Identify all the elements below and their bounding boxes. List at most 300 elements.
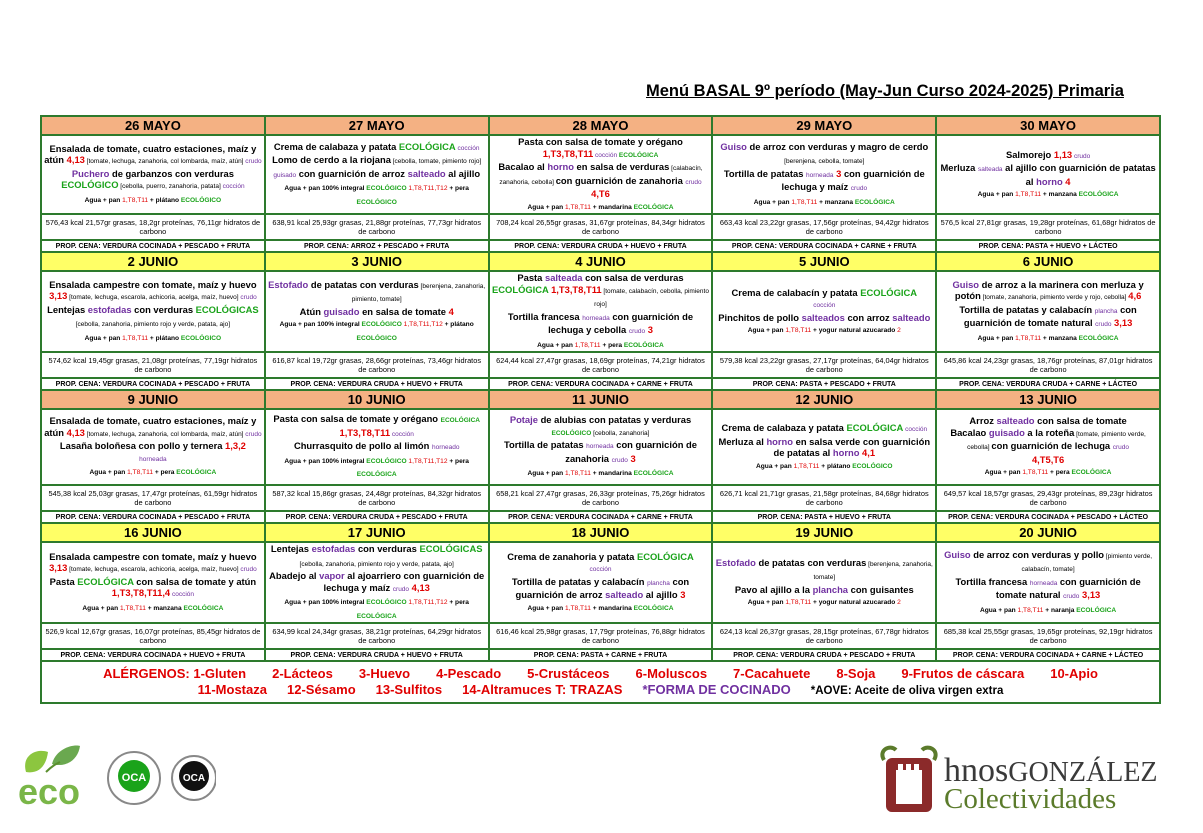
- hnos-gonzalez-emblem-icon: [876, 742, 942, 822]
- menu-text: [tomate, lechuga, escarola, achicoria, acelga, maíz, huevo]: [67, 566, 241, 574]
- menu-text: 3,13: [1111, 317, 1133, 329]
- menu-text: 1,T8,T11: [565, 470, 591, 478]
- menu-text: Crema de calabacín y patata: [731, 286, 861, 298]
- menu-text: ECOLÓGICA: [1071, 469, 1112, 477]
- menu-text: 1,T8,T11,T12: [406, 599, 448, 606]
- nutrition-info: 616,87 kcal 19,72gr grasas, 28,66gr proteínas, 73,46gr hidratos de carbono: [265, 352, 489, 378]
- menu-text: cocción: [589, 566, 612, 574]
- menu-text: 1,T8,T11: [119, 604, 146, 612]
- allergen-item: 14-Altramuces T: TRAZAS: [462, 681, 623, 697]
- day-dishes: [712, 409, 936, 485]
- menu-text: ECOLÓGICAS: [195, 303, 259, 315]
- nutrition-info: 658,21 kcal 27,47gr grasas, 26,33gr proteínas, 75,26gr hidratos de carbono: [489, 485, 713, 511]
- menu-text: 1,T3,T8,T11,4: [111, 587, 171, 599]
- menu-text: 1,T8,T11: [1015, 191, 1042, 198]
- menu-text: crudo: [1072, 152, 1091, 160]
- menu-text: ECOLÓGICO: [551, 429, 592, 437]
- menu-text: crudo: [1063, 593, 1080, 601]
- svg-text:OCA: OCA: [182, 773, 206, 784]
- dinner-proposal: PROP. CENA: VERDURA COCINADA + PESCADO + FRUTA: [41, 511, 265, 523]
- menu-text: + plátano: [148, 334, 181, 342]
- menu-text: vapor: [319, 570, 345, 581]
- menu-text: 4: [448, 305, 454, 317]
- menu-text: + plátano: [819, 462, 853, 470]
- menu-text: crudo: [850, 185, 868, 193]
- menu-text: con arroz: [844, 311, 893, 323]
- menu-text: crudo: [245, 158, 262, 166]
- dinner-proposal: PROP. CENA: VERDURA COCINADA + CARNE + FRUTA: [489, 511, 713, 523]
- menu-text: Pasta: [49, 575, 78, 587]
- day-header: 9 JUNIO: [41, 390, 265, 409]
- menu-text: salteado: [605, 589, 644, 601]
- day-dishes: [936, 542, 1160, 623]
- allergen-item: *FORMA DE COCINADO: [642, 681, 791, 697]
- menu-text: Pasta con salsa de tomate y orégano: [518, 136, 683, 147]
- brand-name: hnosGONZÁLEZ: [944, 752, 1158, 789]
- menu-text: + pera: [1048, 469, 1072, 477]
- day-dishes: [936, 271, 1160, 352]
- menu-text: 4,T5,T6: [1031, 453, 1065, 465]
- menu-text: 1,T8,T11: [122, 334, 149, 342]
- menu-table: [40, 115, 1161, 704]
- menu-text: ECOLÓGICO: [852, 462, 893, 470]
- menu-text: ECOLÓGICA: [846, 422, 904, 433]
- nutrition-info: 634,99 kcal 24,34gr grasas, 38,21gr proteínas, 64,29gr hidratos de carbono: [265, 623, 489, 649]
- day-header: 28 MAYO: [489, 116, 713, 135]
- allergen-item: 9-Frutos de cáscara: [901, 665, 1025, 681]
- menu-text: Agua + pan: [84, 334, 123, 342]
- menu-text: Agua + pan: [527, 203, 565, 211]
- menu-text: de alubias con patatas y verduras: [537, 414, 692, 426]
- day-header: 4 JUNIO: [489, 252, 713, 271]
- menu-text: 1,T8,T11,T12: [406, 185, 448, 193]
- menu-text: salteado: [407, 167, 446, 179]
- menu-text: ECOLÓGICA: [636, 550, 694, 562]
- dinner-proposal: PROP. CENA: VERDURA COCINADA + CARNE + FRUTA: [712, 240, 936, 252]
- day-dishes: [712, 542, 936, 623]
- menu-text: con guarnición de tomate natural: [963, 303, 1137, 329]
- page-title: Menú BASAL 9º período (May-Jun Curso 2024-2025) Primaria: [646, 82, 1124, 100]
- menu-text: con guarnición de tomate natural: [995, 575, 1141, 601]
- menu-text: + naranja: [1043, 606, 1077, 614]
- menu-text: 2: [897, 327, 901, 334]
- menu-text: plancha: [1094, 307, 1118, 315]
- menu-text: crudo: [611, 456, 628, 464]
- menu-text: [tomate, calabacín, cebolla, pimiento rojo]: [594, 287, 709, 308]
- menu-text: cocción: [455, 144, 480, 152]
- day-header: 26 MAYO: [41, 116, 265, 135]
- menu-text: 1,T8,T11: [565, 203, 591, 211]
- nutrition-info: 526,9 kcal 12,67gr grasas, 16,07gr proteínas, 85,45gr hidratos de carbono: [41, 623, 265, 649]
- menu-text: ECOLÓGICA: [356, 612, 397, 620]
- menu-text: [cebolla, puerro, zanahoria, patata]: [118, 183, 223, 191]
- menu-text: 1,T8,T11: [1015, 334, 1042, 342]
- menu-text: con verduras: [131, 303, 196, 315]
- menu-text: Crema de calabaza y patata: [721, 422, 847, 433]
- menu-text: ECOLÓGICA: [623, 341, 664, 349]
- menu-text: ECOLÓGICA: [1076, 606, 1117, 614]
- menu-text: [berenjena, cebolla, tomate]: [784, 158, 865, 166]
- menu-text: Tortilla de patatas: [504, 439, 587, 451]
- day-dishes: [265, 409, 489, 485]
- menu-text: crudo: [1095, 321, 1112, 329]
- menu-text: Agua + pan: [82, 604, 120, 612]
- dinner-proposal: PROP. CENA: VERDURA COCINADA + CARNE + LÁCTEO: [936, 649, 1160, 661]
- menu-text: [calabacín, zanahoria, cebolla]: [499, 165, 703, 186]
- menu-text: 4,13: [66, 154, 85, 166]
- nutrition-info: 545,38 kcal 25,03gr grasas, 17,47gr proteínas, 61,59gr hidratos de carbono: [41, 485, 265, 511]
- menu-text: en salsa de verduras: [573, 161, 670, 172]
- nutrition-info: 624,13 kcal 26,37gr grasas, 28,15gr proteínas, 67,78gr hidratos de carbono: [712, 623, 936, 649]
- menu-text: Crema de zanahoria y patata: [507, 550, 637, 562]
- menu-text: con guarnición de arroz: [296, 167, 408, 179]
- menu-text: [pimiento verde, calabacín, tomate]: [1021, 552, 1153, 574]
- menu-text: + mandarina: [590, 203, 634, 211]
- menu-text: Abadejo al: [269, 570, 320, 581]
- menu-text: Pasta: [517, 272, 545, 283]
- nutrition-info: 616,46 kcal 25,98gr grasas, 17,79gr proteínas, 76,88gr hidratos de carbono: [489, 623, 713, 649]
- menu-text: 1,T8,T11: [1017, 606, 1044, 614]
- menu-text: 3,13: [49, 290, 68, 302]
- menu-text: Guiso: [720, 140, 747, 152]
- menu-text: + pera: [153, 469, 177, 477]
- dinner-proposal: PROP. CENA: VERDURA CRUDA + HUEVO + FRUTA: [265, 649, 489, 661]
- menu-text: horneada: [586, 443, 614, 451]
- menu-text: horneada: [139, 455, 167, 463]
- menu-text: ECOLÓGICO: [366, 457, 407, 465]
- menu-text: [cebolla, zanahoria, pimiento rojo y verde, patata, ajo]: [75, 321, 231, 329]
- menu-text: Ensalada de tomate, cuatro estaciones, maíz y atún: [44, 415, 257, 438]
- nutrition-info: 624,44 kcal 27,47gr grasas, 18,69gr proteínas, 74,21gr hidratos de carbono: [489, 352, 713, 378]
- day-dishes: [489, 409, 713, 485]
- nutrition-info: 626,71 kcal 21,71gr grasas, 21,58gr proteínas, 84,68gr hidratos de carbono: [712, 485, 936, 511]
- allergen-item: 10-Apio: [1050, 665, 1098, 681]
- menu-text: [cebolla, zanahoria, pimiento rojo y verde, patata, ajo]: [299, 560, 454, 568]
- menu-text: + mandarina: [590, 604, 634, 612]
- menu-text: Agua + pan: [84, 196, 123, 204]
- day-dishes: [489, 135, 713, 214]
- allergen-item: 3-Huevo: [358, 665, 411, 681]
- day-header: 30 MAYO: [936, 116, 1160, 135]
- menu-text: [tomate, lechuga, zanahoria, col lombarda, maíz, atún]: [84, 158, 246, 166]
- allergen-item: 6-Moluscos: [635, 665, 708, 681]
- menu-text: ECOLÓGICA: [77, 575, 134, 587]
- menu-text: ECOLÓGICA: [356, 471, 397, 479]
- menu-text: Bacalao: [950, 426, 989, 438]
- menu-text: 1,T8,T11: [1022, 469, 1049, 477]
- menu-text: Agua + pan: [984, 469, 1023, 477]
- menu-text: Ensalada campestre con tomate, maíz y huevo: [49, 278, 257, 290]
- menu-text: + manzana: [817, 198, 855, 206]
- menu-text: Pinchitos de pollo: [718, 311, 802, 323]
- nutrition-info: 574,62 kcal 19,45gr grasas, 21,08gr proteínas, 77,19gr hidratos de carbono: [41, 352, 265, 378]
- menu-text: con guisantes: [848, 583, 914, 595]
- menu-text: Agua + pan: [747, 599, 786, 606]
- dinner-proposal: PROP. CENA: VERDURA CRUDA + HUEVO + FRUTA: [489, 240, 713, 252]
- nutrition-info: 579,38 kcal 23,22gr grasas, 27,17gr proteínas, 64,04gr hidratos de carbono: [712, 352, 936, 378]
- dinner-proposal: PROP. CENA: VERDURA COCINADA + HUEVO + FRUTA: [41, 649, 265, 661]
- menu-text: [tomate, zanahoria, pimiento verde y rojo, cebolla]: [980, 294, 1129, 302]
- menu-text: salteada: [977, 166, 1003, 173]
- nutrition-info: 685,38 kcal 25,55gr grasas, 19,65gr proteínas, 92,19gr hidratos de carbono: [936, 623, 1160, 649]
- menu-text: cocción: [390, 430, 414, 438]
- menu-text: ECOLÓGICA: [854, 198, 895, 206]
- menu-text: + pera: [447, 185, 469, 193]
- oca-cert-badge-1: [108, 752, 160, 804]
- menu-text: 3: [627, 452, 636, 464]
- day-header: 20 JUNIO: [936, 523, 1160, 542]
- menu-text: horno: [766, 435, 794, 447]
- menu-text: Ensalada de tomate, cuatro estaciones, maíz y atún: [44, 142, 257, 166]
- menu-text: ECOLÓGICO: [61, 179, 119, 191]
- menu-text: 1,T8,T11: [793, 462, 820, 470]
- day-header: 5 JUNIO: [712, 252, 936, 271]
- menu-text: 4,1: [859, 447, 876, 458]
- menu-text: + mandarina: [590, 470, 634, 478]
- allergen-item: 2-Lácteos: [272, 665, 333, 681]
- menu-text: de arroz con verduras y pollo: [970, 548, 1105, 560]
- day-dishes: [265, 542, 489, 623]
- menu-text: ECOLÓGICA: [440, 417, 480, 425]
- menu-text: Lentejas: [270, 543, 312, 554]
- menu-text: con guarnición de lechuga y cebolla: [548, 310, 694, 335]
- allergen-item: 7-Cacahuete: [733, 665, 811, 681]
- menu-text: de patatas con verduras: [755, 556, 867, 568]
- menu-text: horneada: [806, 171, 834, 179]
- menu-text: 1,T8,T11: [574, 341, 601, 349]
- day-header: 6 JUNIO: [936, 252, 1160, 271]
- menu-text: 3,13: [49, 562, 68, 574]
- menu-text: + plátano: [148, 196, 181, 204]
- menu-text: Tortilla francesa: [955, 575, 1030, 587]
- menu-text: Merluza al: [718, 435, 767, 447]
- menu-text: Tortilla de patatas y calabacín: [511, 575, 648, 587]
- menu-text: horno: [832, 447, 860, 458]
- dinner-proposal: PROP. CENA: VERDURA CRUDA + PESCADO + FRUTA: [712, 649, 936, 661]
- menu-text: Lentejas: [47, 303, 88, 315]
- menu-text: 4,13: [409, 581, 430, 593]
- menu-text: plancha: [647, 579, 670, 587]
- menu-text: salteados: [801, 311, 845, 323]
- menu-text: 1,T3,T8,T11: [542, 147, 594, 159]
- day-header: 13 JUNIO: [936, 390, 1160, 409]
- day-dishes: [41, 542, 265, 623]
- menu-text: Tortilla de patatas: [723, 167, 807, 179]
- menu-text: Agua + pan 100% integral: [279, 321, 362, 329]
- menu-text: con salsa de verduras: [582, 272, 684, 283]
- menu-text: + plátano: [442, 321, 474, 329]
- nutrition-info: 638,91 kcal 25,93gr grasas, 21,88gr proteínas, 77,73gr hidratos de carbono: [265, 214, 489, 240]
- menu-text: 1,13: [1053, 148, 1073, 160]
- day-dishes: [712, 271, 936, 352]
- menu-text: Agua + pan 100% integral: [284, 185, 367, 193]
- menu-text: [cebolla, zanahoria]: [591, 429, 650, 437]
- menu-text: con guarnición de arroz: [515, 575, 690, 601]
- menu-text: crudo: [1112, 444, 1130, 452]
- menu-text: + yogur natural azucarado: [811, 599, 898, 606]
- menu-text: 1,T8,T11,T12: [401, 321, 443, 329]
- menu-text: 3: [680, 589, 686, 601]
- allergen-item: 8-Soja: [836, 665, 876, 681]
- nutrition-info: 576,5 kcal 27,81gr grasas, 19,28gr proteínas, 61,68gr hidratos de carbono: [936, 214, 1160, 240]
- menu-text: cocción: [222, 183, 245, 191]
- dinner-proposal: PROP. CENA: VERDURA CRUDA + CARNE + LÁCTEO: [936, 378, 1160, 390]
- oca-cert-badge-2: [172, 756, 216, 800]
- menu-text: ECOLÓGICO: [361, 321, 402, 329]
- menu-text: horneada: [582, 314, 610, 322]
- menu-text: con guarnición de lechuga y maíz: [781, 167, 925, 193]
- menu-text: con guarnición de zanahoria: [565, 439, 697, 464]
- nutrition-info: 663,43 kcal 23,22gr grasas, 17,56gr proteínas, 94,42gr hidratos de carbono: [712, 214, 936, 240]
- menu-text: 1,T8,T11: [785, 599, 812, 606]
- menu-text: 2: [897, 599, 901, 606]
- menu-text: + manzana: [145, 604, 184, 612]
- menu-text: ECOLÓGICO: [180, 196, 222, 204]
- dinner-proposal: PROP. CENA: PASTA + CARNE + FRUTA: [489, 649, 713, 661]
- menu-text: Agua + pan: [747, 327, 786, 334]
- menu-text: estofadas: [87, 303, 132, 315]
- menu-text: horneada: [1029, 579, 1058, 587]
- menu-text: [tomate, pimiento verde, cebolla]: [967, 430, 1146, 452]
- menu-text: + pera: [447, 457, 469, 465]
- menu-text: Agua + pan 100% integral: [284, 599, 367, 606]
- menu-text: crudo: [392, 585, 410, 593]
- menu-text: de arroz con verduras y magro de cerdo: [746, 140, 929, 152]
- menu-text: ECOLÓGICO: [366, 185, 407, 193]
- menu-text: Lomo de cerdo a la riojana: [272, 154, 391, 166]
- menu-text: Tortilla de patatas y calabacín: [959, 303, 1095, 315]
- menu-text: cocción: [813, 302, 836, 309]
- menu-text: [cebolla, tomate, pimiento rojo]: [390, 158, 482, 166]
- menu-text: salteada: [544, 272, 583, 283]
- menu-text: al ajillo: [643, 589, 681, 601]
- svg-text:OCA: OCA: [121, 772, 147, 784]
- eco-certification-logos: [16, 742, 216, 822]
- menu-text: ECOLÓGICA: [617, 151, 659, 159]
- menu-text: con salsa de tomate y atún: [133, 575, 257, 587]
- menu-text: al ajoarriero con guarnición de lechuga y maíz: [323, 570, 485, 593]
- day-dishes: [489, 542, 713, 623]
- day-dishes: [41, 135, 265, 214]
- menu-text: al ajillo con guarnición de patatas al: [1002, 162, 1156, 187]
- menu-text: Tortilla francesa: [507, 310, 583, 322]
- day-header: 27 MAYO: [265, 116, 489, 135]
- day-header: 10 JUNIO: [265, 390, 489, 409]
- menu-text: 4: [1062, 175, 1071, 187]
- day-dishes: [41, 409, 265, 485]
- menu-text: Agua + pan: [977, 334, 1016, 342]
- nutrition-info: 576,43 kcal 21,57gr grasas, 18,2gr proteínas, 76,11gr hidratos de carbono: [41, 214, 265, 240]
- menu-text: Crema de calabaza y patata: [273, 140, 399, 152]
- dinner-proposal: PROP. CENA: VERDURA COCINADA + PESCADO + FRUTA: [41, 378, 265, 390]
- menu-text: ECOLÓGICO: [180, 334, 222, 342]
- dinner-proposal: PROP. CENA: ARROZ + PESCADO + FRUTA: [265, 240, 489, 252]
- dinner-proposal: PROP. CENA: VERDURA CRUDA + PESCADO + FRUTA: [265, 511, 489, 523]
- menu-text: crudo: [240, 294, 257, 302]
- menu-text: ECOLÓGICA: [398, 140, 456, 152]
- dinner-proposal: PROP. CENA: VERDURA COCINADA + PESCADO + LÁCTEO: [936, 511, 1160, 523]
- menu-text: crudo: [245, 430, 262, 438]
- menu-text: Ensalada campestre con tomate, maíz y huevo: [49, 550, 257, 562]
- menu-text: de garbanzos con verduras: [109, 167, 234, 179]
- menu-text: ECOLÓGICA: [492, 283, 549, 295]
- day-dishes: [712, 135, 936, 214]
- dinner-proposal: PROP. CENA: VERDURA COCINADA + PESCADO + FRUTA: [41, 240, 265, 252]
- menu-text: de arroz a la marinera con merluza y potón: [954, 278, 1144, 302]
- menu-text: Agua + pan 100% integral: [284, 457, 367, 465]
- menu-text: Guiso: [944, 548, 971, 560]
- menu-text: Agua + pan: [753, 198, 792, 206]
- menu-text: [berenjena, zanahoria, pimiento, tomate]: [351, 282, 486, 304]
- menu-text: crudo: [240, 566, 257, 574]
- menu-text: 3: [833, 167, 842, 179]
- dinner-proposal: PROP. CENA: PASTA + HUEVO + FRUTA: [712, 511, 936, 523]
- menu-text: Guiso: [952, 278, 980, 290]
- menu-text: crudo: [628, 328, 646, 335]
- menu-text: Potaje: [509, 414, 538, 426]
- day-header: 16 JUNIO: [41, 523, 265, 542]
- allergens-legend: [41, 661, 1160, 703]
- menu-text: 4,T6: [591, 188, 610, 199]
- menu-text: guisado: [323, 305, 360, 317]
- menu-text: Pasta con salsa de tomate y orégano: [273, 413, 441, 425]
- menu-text: al ajillo: [445, 167, 481, 179]
- menu-text: Lasaña boloñesa con pollo y ternera: [59, 440, 226, 452]
- nutrition-info: 708,24 kcal 26,55gr grasas, 31,67gr proteínas, 84,34gr hidratos de carbono: [489, 214, 713, 240]
- menu-text: con guarnición de zanahoria: [555, 174, 686, 186]
- menu-text: ECOLÓGICO: [356, 334, 397, 342]
- day-dishes: [265, 135, 489, 214]
- allergen-item: 4-Pescado: [436, 665, 502, 681]
- menu-text: Agua + pan: [89, 469, 128, 477]
- menu-text: Agua + pan: [979, 606, 1018, 614]
- menu-text: ECOLÓGICA: [633, 604, 674, 612]
- menu-text: en salsa verde con guarnición de patatas al: [773, 435, 931, 458]
- menu-text: guisado: [273, 171, 297, 179]
- allergen-item: ALÉRGENOS: 1-Gluten: [103, 665, 247, 681]
- day-dishes: [936, 135, 1160, 214]
- menu-text: horno: [1036, 175, 1063, 187]
- day-dishes: [936, 409, 1160, 485]
- day-header: 11 JUNIO: [489, 390, 713, 409]
- menu-text: 3: [645, 324, 653, 335]
- dinner-proposal: PROP. CENA: VERDURA COCINADA + CARNE + FRUTA: [489, 378, 713, 390]
- menu-text: Arroz: [969, 415, 997, 427]
- day-header: 29 MAYO: [712, 116, 936, 135]
- day-header: 17 JUNIO: [265, 523, 489, 542]
- dinner-proposal: PROP. CENA: PASTA + HUEVO + LÁCTEO: [936, 240, 1160, 252]
- menu-text: en salsa de tomate: [359, 305, 449, 317]
- menu-text: Churrasquito de pollo al limón: [293, 440, 432, 452]
- menu-text: con salsa de tomate: [1034, 415, 1127, 427]
- allergen-item: *AOVE: Aceite de oliva virgen extra: [810, 684, 1004, 697]
- menu-text: 1,T8,T11,T12: [406, 457, 448, 465]
- menu-text: ECOLÓGICO: [366, 599, 407, 606]
- menu-text: [tomate, lechuga, zanahoria, col lombarda, maíz, atún]: [84, 430, 246, 438]
- menu-text: con verduras: [355, 543, 420, 554]
- menu-text: Merluza: [940, 162, 978, 173]
- nutrition-info: 645,86 kcal 24,23gr grasas, 18,76gr proteínas, 87,01gr hidratos de carbono: [936, 352, 1160, 378]
- eco-leaf-icon: [25, 746, 80, 773]
- day-header: 19 JUNIO: [712, 523, 936, 542]
- menu-text: Estofado: [715, 556, 756, 568]
- menu-text: guisado: [988, 426, 1025, 438]
- menu-text: 1,T3,T8,T11: [339, 426, 391, 438]
- menu-text: 1,T8,T11: [791, 198, 818, 206]
- menu-text: a la roteña: [1024, 426, 1075, 438]
- menu-text: horno: [547, 161, 574, 172]
- menu-text: + manzana: [1041, 334, 1079, 342]
